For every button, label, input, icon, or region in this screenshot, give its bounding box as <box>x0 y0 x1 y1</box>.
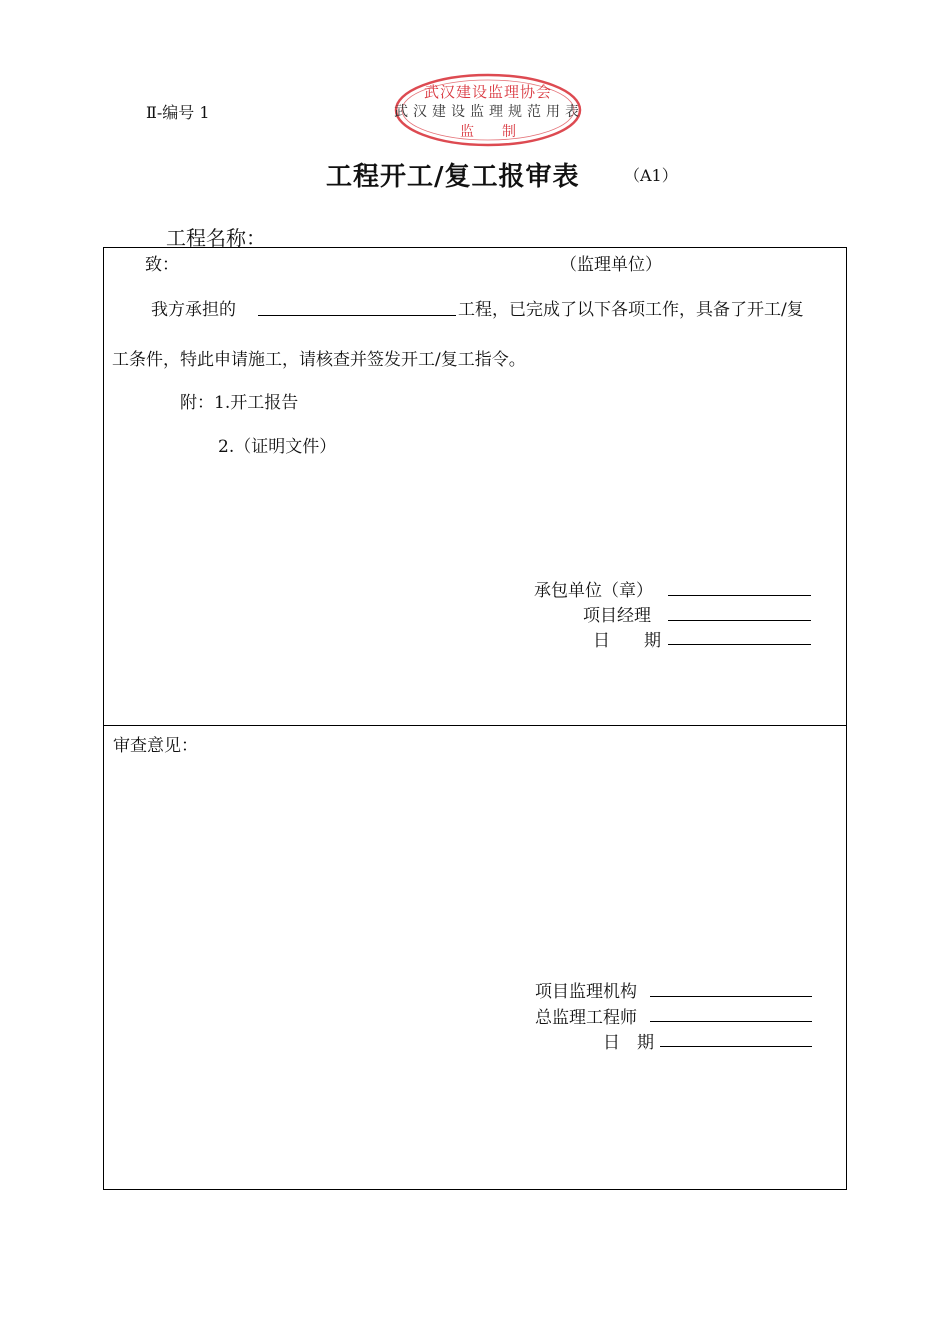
review-date-blank[interactable] <box>660 1046 812 1047</box>
project-name-label: 工程名称： <box>166 226 266 250</box>
form-source: 武汉建设监理规范用表 <box>394 104 584 120</box>
body-line-2: 工条件，特此申请施工，请核查并签发开工/复工指令。 <box>112 350 526 370</box>
application-date-label: 日 期 <box>593 631 661 651</box>
project-manager-blank[interactable] <box>668 620 811 621</box>
body-suffix: 工程，已完成了以下各项工作，具备了开工/复 <box>458 300 804 320</box>
document-number: Ⅱ-编号 1 <box>146 103 210 122</box>
chief-engineer-blank[interactable] <box>650 1021 812 1022</box>
contractor-seal-label: 承包单位（章） <box>534 581 653 601</box>
review-date-label: 日 期 <box>603 1033 654 1053</box>
contractor-seal-blank[interactable] <box>668 595 811 596</box>
attachment-1: 附：1.开工报告 <box>180 393 299 413</box>
addressee-label: 致： <box>145 255 179 275</box>
supervisor-unit-label: （监理单位） <box>560 255 662 275</box>
project-name-blank[interactable] <box>258 315 456 316</box>
attachment-2: 2.（证明文件） <box>218 437 337 457</box>
supervision-org-label: 项目监理机构 <box>535 982 637 1002</box>
svg-text:监 制: 监 制 <box>460 124 516 140</box>
svg-text:武汉建设监理协会: 武汉建设监理协会 <box>423 83 553 101</box>
form-title: 工程开工/复工报审表 <box>326 162 580 192</box>
form-code: （A1） <box>624 166 678 185</box>
review-opinion-label: 审查意见： <box>113 736 198 756</box>
body-prefix: 我方承担的 <box>151 300 236 320</box>
chief-engineer-label: 总监理工程师 <box>535 1008 637 1028</box>
application-date-blank[interactable] <box>668 644 811 645</box>
section-divider <box>103 725 847 726</box>
supervision-org-blank[interactable] <box>650 996 812 997</box>
project-manager-label: 项目经理 <box>583 606 651 626</box>
